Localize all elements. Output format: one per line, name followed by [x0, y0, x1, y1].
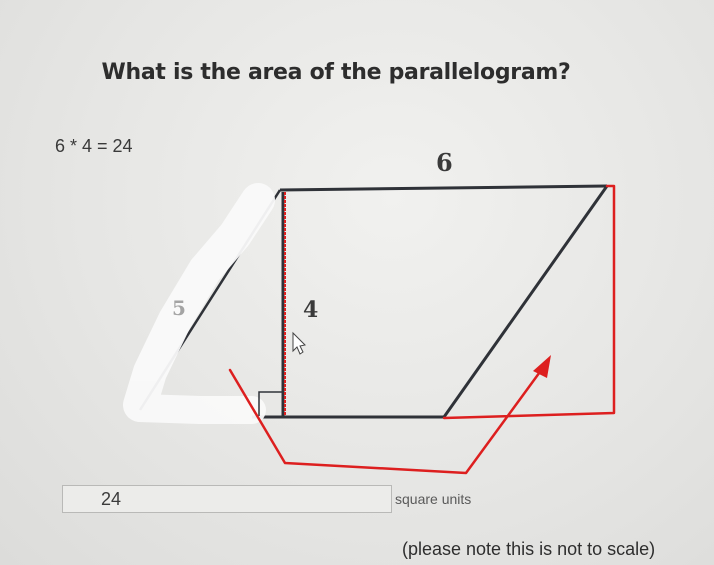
red-annotations: [230, 186, 614, 473]
label-height: 4: [303, 297, 319, 323]
red-arrow-head: [533, 355, 551, 378]
answer-input[interactable]: [62, 485, 392, 513]
red-arrow-path: [230, 365, 545, 473]
mouse-pointer-icon: [293, 333, 305, 354]
right-slant-edge: [444, 186, 607, 417]
work-text: 6 * 4 = 24: [55, 136, 133, 156]
scale-note: (please note this is not to scale): [402, 539, 656, 559]
label-top-length: 6: [436, 148, 453, 177]
eraser-stroke-diagonal: [140, 200, 258, 405]
top-edge: [280, 186, 607, 190]
units-label: square units: [395, 491, 472, 507]
eraser-stroke-bottom: [140, 408, 252, 410]
eraser-marks: [140, 200, 258, 410]
label-side-length: 5: [172, 296, 186, 320]
parallelogram-shape: [140, 186, 607, 417]
question-title: What is the area of the parallelogram?: [101, 60, 571, 85]
